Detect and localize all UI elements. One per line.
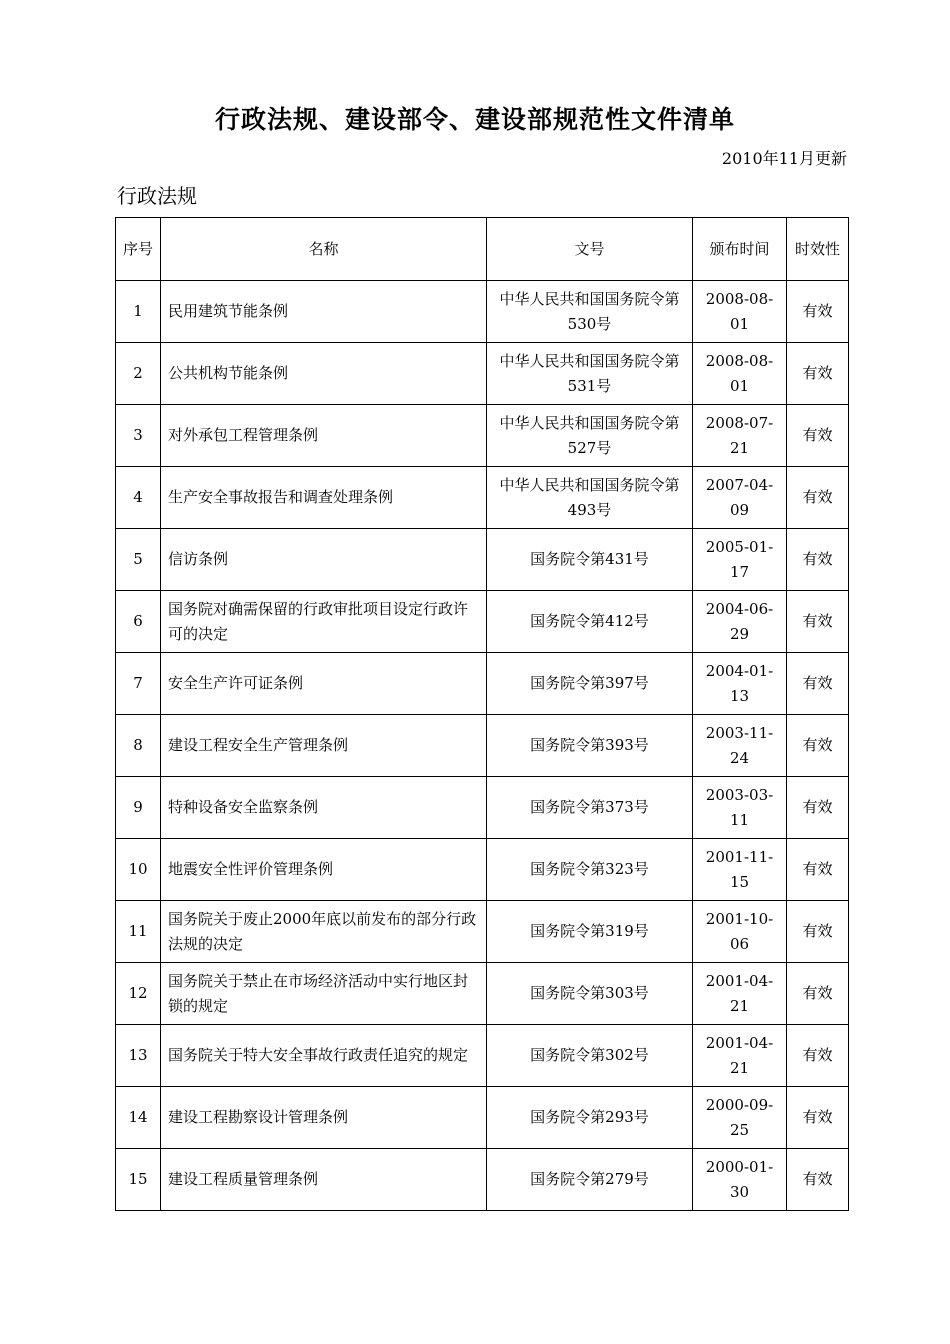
row-index: 3: [116, 405, 161, 467]
table-row: [116, 839, 849, 901]
row-name: 民用建筑节能条例: [161, 281, 487, 343]
row-validity: 有效: [787, 591, 849, 653]
row-validity: 有效: [787, 405, 849, 467]
table-row: [116, 281, 849, 343]
row-issue-date: 2005-01-17: [693, 529, 787, 591]
table-row: [116, 1087, 849, 1149]
row-issue-date: 2001-11-15: [693, 839, 787, 901]
row-name: 国务院关于禁止在市场经济活动中实行地区封锁的规定: [161, 963, 487, 1025]
row-validity: 有效: [787, 343, 849, 405]
row-issue-date: 2004-01-13: [693, 653, 787, 715]
table-row: [116, 777, 849, 839]
header-validity: 时效性: [787, 218, 849, 281]
row-validity: 有效: [787, 653, 849, 715]
row-doc-number: 中华人民共和国国务院令第493号: [487, 467, 693, 529]
row-doc-number: 国务院令第431号: [487, 529, 693, 591]
row-name: 特种设备安全监察条例: [161, 777, 487, 839]
table-row: [116, 653, 849, 715]
row-doc-number: 中华人民共和国国务院令第531号: [487, 343, 693, 405]
row-issue-date: 2001-04-21: [693, 963, 787, 1025]
header-issue-date: 颁布时间: [693, 218, 787, 281]
row-name: 建设工程质量管理条例: [161, 1149, 487, 1211]
row-name: 公共机构节能条例: [161, 343, 487, 405]
regulations-table: [115, 217, 849, 1211]
row-name: 安全生产许可证条例: [161, 653, 487, 715]
row-index: 1: [116, 281, 161, 343]
row-validity: 有效: [787, 1025, 849, 1087]
row-name: 信访条例: [161, 529, 487, 591]
row-name: 地震安全性评价管理条例: [161, 839, 487, 901]
row-index: 11: [116, 901, 161, 963]
row-index: 7: [116, 653, 161, 715]
row-index: 2: [116, 343, 161, 405]
row-doc-number: 国务院令第373号: [487, 777, 693, 839]
row-name: 国务院关于特大安全事故行政责任追究的规定: [161, 1025, 487, 1087]
row-doc-number: 国务院令第293号: [487, 1087, 693, 1149]
row-issue-date: 2003-11-24: [693, 715, 787, 777]
row-validity: 有效: [787, 529, 849, 591]
row-validity: 有效: [787, 901, 849, 963]
row-validity: 有效: [787, 963, 849, 1025]
row-doc-number: 国务院令第393号: [487, 715, 693, 777]
row-index: 8: [116, 715, 161, 777]
header-doc-number: 文号: [487, 218, 693, 281]
table-row: [116, 1149, 849, 1211]
row-name: 建设工程勘察设计管理条例: [161, 1087, 487, 1149]
table-row: [116, 405, 849, 467]
row-issue-date: 2000-09-25: [693, 1087, 787, 1149]
row-doc-number: 国务院令第319号: [487, 901, 693, 963]
row-index: 5: [116, 529, 161, 591]
row-issue-date: 2008-08-01: [693, 343, 787, 405]
row-validity: 有效: [787, 715, 849, 777]
row-doc-number: 国务院令第412号: [487, 591, 693, 653]
table-header-row: [116, 218, 849, 281]
table-row: [116, 715, 849, 777]
row-index: 12: [116, 963, 161, 1025]
table-row: [116, 901, 849, 963]
row-issue-date: 2000-01-30: [693, 1149, 787, 1211]
table-row: [116, 963, 849, 1025]
row-index: 15: [116, 1149, 161, 1211]
row-index: 10: [116, 839, 161, 901]
row-index: 14: [116, 1087, 161, 1149]
table-body: [116, 281, 849, 1211]
row-validity: 有效: [787, 1149, 849, 1211]
row-doc-number: 国务院令第279号: [487, 1149, 693, 1211]
row-validity: 有效: [787, 281, 849, 343]
row-issue-date: 2003-03-11: [693, 777, 787, 839]
row-issue-date: 2007-04-09: [693, 467, 787, 529]
section-heading: 行政法规: [117, 184, 197, 208]
row-name: 生产安全事故报告和调查处理条例: [161, 467, 487, 529]
table-row: [116, 1025, 849, 1087]
row-name: 国务院对确需保留的行政审批项目设定行政许可的决定: [161, 591, 487, 653]
row-issue-date: 2001-04-21: [693, 1025, 787, 1087]
row-index: 9: [116, 777, 161, 839]
row-name: 国务院关于废止2000年底以前发布的部分行政法规的决定: [161, 901, 487, 963]
header-index: 序号: [116, 218, 161, 281]
row-index: 6: [116, 591, 161, 653]
row-doc-number: 国务院令第302号: [487, 1025, 693, 1087]
header-name: 名称: [161, 218, 487, 281]
table-row: [116, 343, 849, 405]
row-index: 13: [116, 1025, 161, 1087]
row-doc-number: 国务院令第323号: [487, 839, 693, 901]
row-name: 对外承包工程管理条例: [161, 405, 487, 467]
row-doc-number: 国务院令第397号: [487, 653, 693, 715]
row-doc-number: 国务院令第303号: [487, 963, 693, 1025]
row-issue-date: 2004-06-29: [693, 591, 787, 653]
page-title: 行政法规、建设部令、建设部规范性文件清单: [214, 105, 735, 134]
update-date: 2010年11月更新: [721, 149, 847, 168]
row-doc-number: 中华人民共和国国务院令第530号: [487, 281, 693, 343]
row-issue-date: 2001-10-06: [693, 901, 787, 963]
row-issue-date: 2008-08-01: [693, 281, 787, 343]
table-row: [116, 467, 849, 529]
row-validity: 有效: [787, 467, 849, 529]
row-index: 4: [116, 467, 161, 529]
row-validity: 有效: [787, 777, 849, 839]
row-issue-date: 2008-07-21: [693, 405, 787, 467]
table-row: [116, 591, 849, 653]
table-row: [116, 529, 849, 591]
row-validity: 有效: [787, 1087, 849, 1149]
row-name: 建设工程安全生产管理条例: [161, 715, 487, 777]
row-validity: 有效: [787, 839, 849, 901]
row-doc-number: 中华人民共和国国务院令第527号: [487, 405, 693, 467]
